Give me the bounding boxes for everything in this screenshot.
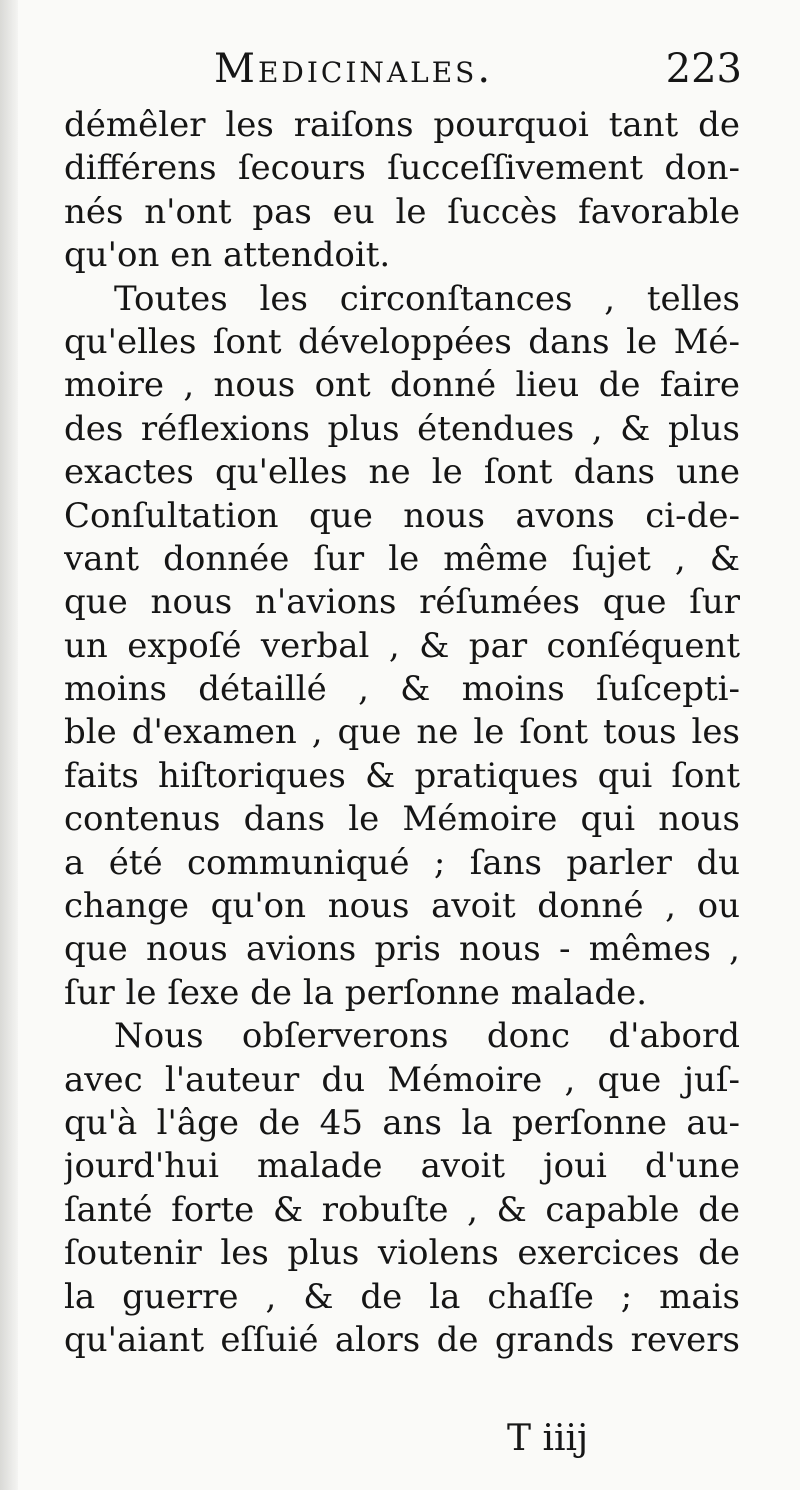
text-line: ble d'examen , que ne le ſont tous les: [64, 712, 740, 753]
text-line: Conſultation que nous avons ci-de-: [64, 495, 740, 536]
page-gutter-shadow: [0, 0, 18, 1490]
text-line: Nous obſerverons donc d'abord: [114, 1016, 740, 1057]
running-title: Medicinales.: [214, 46, 494, 92]
text-line: jourd'hui malade avoit joui d'une: [64, 1146, 740, 1187]
text-line: que nous n'avions réſumées que ſur: [64, 582, 740, 623]
page-number: 223: [665, 46, 742, 92]
text-line: change qu'on nous avoit donné , ou: [64, 886, 740, 927]
text-line: qu'on en attendoit.: [64, 235, 391, 276]
text-line: faits hiſtoriques & pratiques qui ſont: [64, 755, 740, 796]
text-line: démêler les raiſons pourquoi tant de: [64, 105, 740, 145]
text-line: ſur le ſexe de la perſonne malade.: [64, 972, 648, 1013]
text-line: la guerre , & de la chaſſe ; mais: [64, 1276, 740, 1317]
text-line: qu'elles ſont développées dans le Mé-: [64, 321, 740, 362]
text-line: moins détaillé , & moins ſuſcepti-: [64, 669, 740, 710]
text-line: des réflexions plus étendues , & plus: [64, 408, 740, 449]
body-text: [64, 104, 740, 1362]
signature-mark: T iiij: [507, 1418, 589, 1459]
text-line: avec l'auteur du Mémoire , que juſ-: [64, 1059, 740, 1100]
text-line: ſoutenir les plus violens exercices de: [64, 1233, 740, 1274]
text-line: qu'aiant eſſuié alors de grands revers: [64, 1319, 740, 1360]
text-line: exactes qu'elles ne le ſont dans une: [64, 452, 740, 493]
running-head: [62, 46, 742, 102]
text-line: a été communiqué ; ſans parler du: [64, 842, 740, 883]
text-line: contenus dans le Mémoire qui nous: [64, 799, 740, 840]
text-line: que nous avions pris nous - mêmes ,: [64, 929, 740, 970]
text-line: différens ſecours ſucceſſivement don-: [64, 148, 740, 189]
text-line: qu'à l'âge de 45 ans la perſonne au-: [64, 1102, 740, 1143]
text-line: vant donnée ſur le même ſujet , &: [64, 538, 740, 579]
text-line: Toutes les circonſtances , telles: [114, 278, 740, 319]
text-line: ſanté forte & robuſte , & capable de: [64, 1189, 740, 1230]
text-line: nés n'ont pas eu le ſuccès favorable: [64, 191, 740, 232]
text-line: un expoſé verbal , & par conſéquent: [64, 625, 740, 666]
text-line: moire , nous ont donné lieu de faire: [64, 365, 740, 406]
